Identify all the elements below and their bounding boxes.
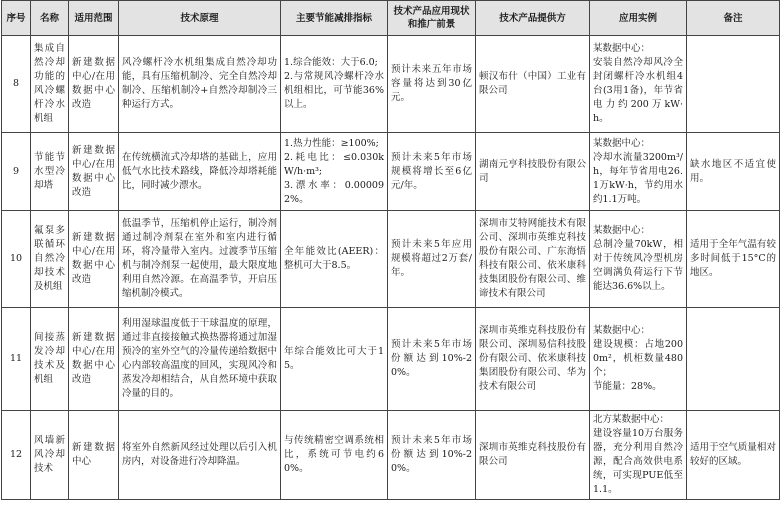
cell-prospect: 预计未来5年市场份额达到10%-20%。 <box>391 435 472 474</box>
table-row <box>2 411 780 500</box>
cell-provider: 湖南元亨科技股份有限公司 <box>479 158 586 184</box>
cell-scope: 新建数据中心/在用数据中心改造 <box>72 232 115 285</box>
cell-prospect: 预计未来5年市场规模将增长至6亿元/年。 <box>391 151 472 191</box>
cell-remark: 适用于空气质量相对较好的区域。 <box>690 442 776 467</box>
table-row <box>2 133 780 211</box>
cell-case: 北方某数据中心： 建设容量10万台服务器，充分利用自然冷源，配合高效供电系统，可实现PUE低至1.1。 <box>593 414 683 495</box>
cell-prospect: 预计未来5年应用规模将超过2万套/年。 <box>391 239 472 278</box>
table-row <box>2 211 780 308</box>
cell-prospect: 预计未来5年市场份额达到10%-20%。 <box>391 339 472 378</box>
table-row <box>2 36 780 133</box>
cell-principle: 将室外自然新风经过处理以后引入机房内，对设备进行冷却降温。 <box>122 442 277 467</box>
cell-provider: 深圳市艾特网能技术有限公司、深圳市英维克科技股份有限公司、广东海悟科技有限公司、依米康科技集团股份有限公司、维谛技术有限公司 <box>479 218 586 299</box>
cell-name: 间接蒸发冷却技术及机组 <box>34 332 65 385</box>
header-prospect: 技术产品应用现状和推广前景 <box>388 1 476 36</box>
header-principle: 技术原理 <box>119 1 281 36</box>
cell-seq: 10 <box>2 211 31 308</box>
table-row <box>2 308 780 411</box>
cell-name: 集成自然冷却功能的风冷螺杆冷水机组 <box>34 43 65 124</box>
cell-scope: 新建数据中心/在用数据中心改造 <box>72 57 115 110</box>
header-seq: 序号 <box>2 1 31 36</box>
header-provider: 技术产品提供方 <box>476 1 590 36</box>
cell-indicators: 1.热力性能：≥100%; 2.耗电比：≤0.030kW/h·m³; 3.漂水率：0.000092%。 <box>284 137 384 205</box>
cell-scope: 新建数据中心 <box>72 442 115 467</box>
cell-case: 某数据中心： 安装自然冷却风冷全封闭螺杆冷水机组4台(3用1备)，年节省电力约200万kW·h。 <box>593 43 683 124</box>
cell-indicators: 与传统精密空调系统相比，系统可节电约60%。 <box>284 435 384 474</box>
cell-remark: 缺水地区不适宜使用。 <box>690 158 776 184</box>
cell-seq: 12 <box>2 411 31 500</box>
cell-name: 氟泵多联循环自然冷却技术及机组 <box>34 225 65 292</box>
cell-seq: 8 <box>2 36 31 133</box>
cell-case: 某数据中心： 建设规模：占地2000m²，机柜数量480个； 节能量：28%。 <box>593 325 683 392</box>
header-indicators: 主要节能减排指标 <box>281 1 388 36</box>
cell-scope: 新建数据中心/在用数据中心改造 <box>72 144 115 198</box>
cell-provider: 深圳市英维克科技股份有限公司 <box>479 442 586 467</box>
cell-principle: 低温季节，压缩机停止运行，制冷剂通过制冷剂泵在室外和室内进行循环，将冷量带入室内。过渡季节压缩机与制冷剂泵一起使用，最大限度地利用自然冷源。在高温季节，开启压缩机制冷模式。 <box>122 218 277 299</box>
cell-scope: 新建数据中心/在用数据中心改造 <box>72 332 115 385</box>
cell-seq: 9 <box>2 133 31 211</box>
cell-provider: 顿汉布什（中国）工业有限公司 <box>479 71 586 96</box>
header-row <box>2 1 780 36</box>
cell-name: 风墙新风冷却技术 <box>34 435 65 474</box>
cell-case: 某数据中心： 冷却水流量3200m³/h，每年节省用电26.1万kW·h，节约用水约1.1万吨。 <box>593 137 683 205</box>
header-scope: 适用范围 <box>69 1 119 36</box>
cell-principle: 利用湿球温度低于干球温度的原理，通过非直接接触式换热器将通过加湿预冷的室外空气的冷量传递给数据中心内部较高温度的回风，实现风冷和蒸发冷却相结合，从自然环境中获取冷量的目的。 <box>122 318 277 399</box>
header-remark: 备注 <box>687 1 780 36</box>
cell-principle: 风冷螺杆冷水机组集成自然冷却功能，具有压缩机制冷、完全自然冷却制冷、压缩机制冷+自然冷却制冷三种运行方式。 <box>122 57 277 110</box>
cell-name: 节能节水型冷却塔 <box>34 151 65 191</box>
cell-seq: 11 <box>2 308 31 411</box>
cell-remark: 适用于全年气温有较多时间低于15°C的地区。 <box>690 239 776 278</box>
cell-indicators: 全年能效比(AEER)：整机可大于8.5。 <box>284 246 384 271</box>
technology-table <box>1 0 780 500</box>
cell-prospect: 预计未来五年市场容量将达到30亿元。 <box>391 64 472 103</box>
cell-indicators: 年综合能效比可大于15。 <box>284 346 384 371</box>
header-case: 应用实例 <box>590 1 687 36</box>
cell-provider: 深圳市英维克科技股份有限公司、深圳易信科技股份有限公司、依米康科技集团股份有限公司、华为技术有限公司 <box>479 325 586 392</box>
cell-case: 某数据中心： 总制冷量70kW，相对于传统风冷型机房空调满负荷运行下节能达36.6%以上。 <box>593 225 683 292</box>
cell-indicators: 1.综合能效：大于6.0; 2.与常规风冷螺杆冷水机组相比，可节能36%以上。 <box>284 57 384 110</box>
cell-principle: 在传统横流式冷却塔的基础上，应用低气水比技术路线，降低冷却塔耗能比，同时减少漂水。 <box>122 151 277 191</box>
header-name: 名称 <box>31 1 69 36</box>
